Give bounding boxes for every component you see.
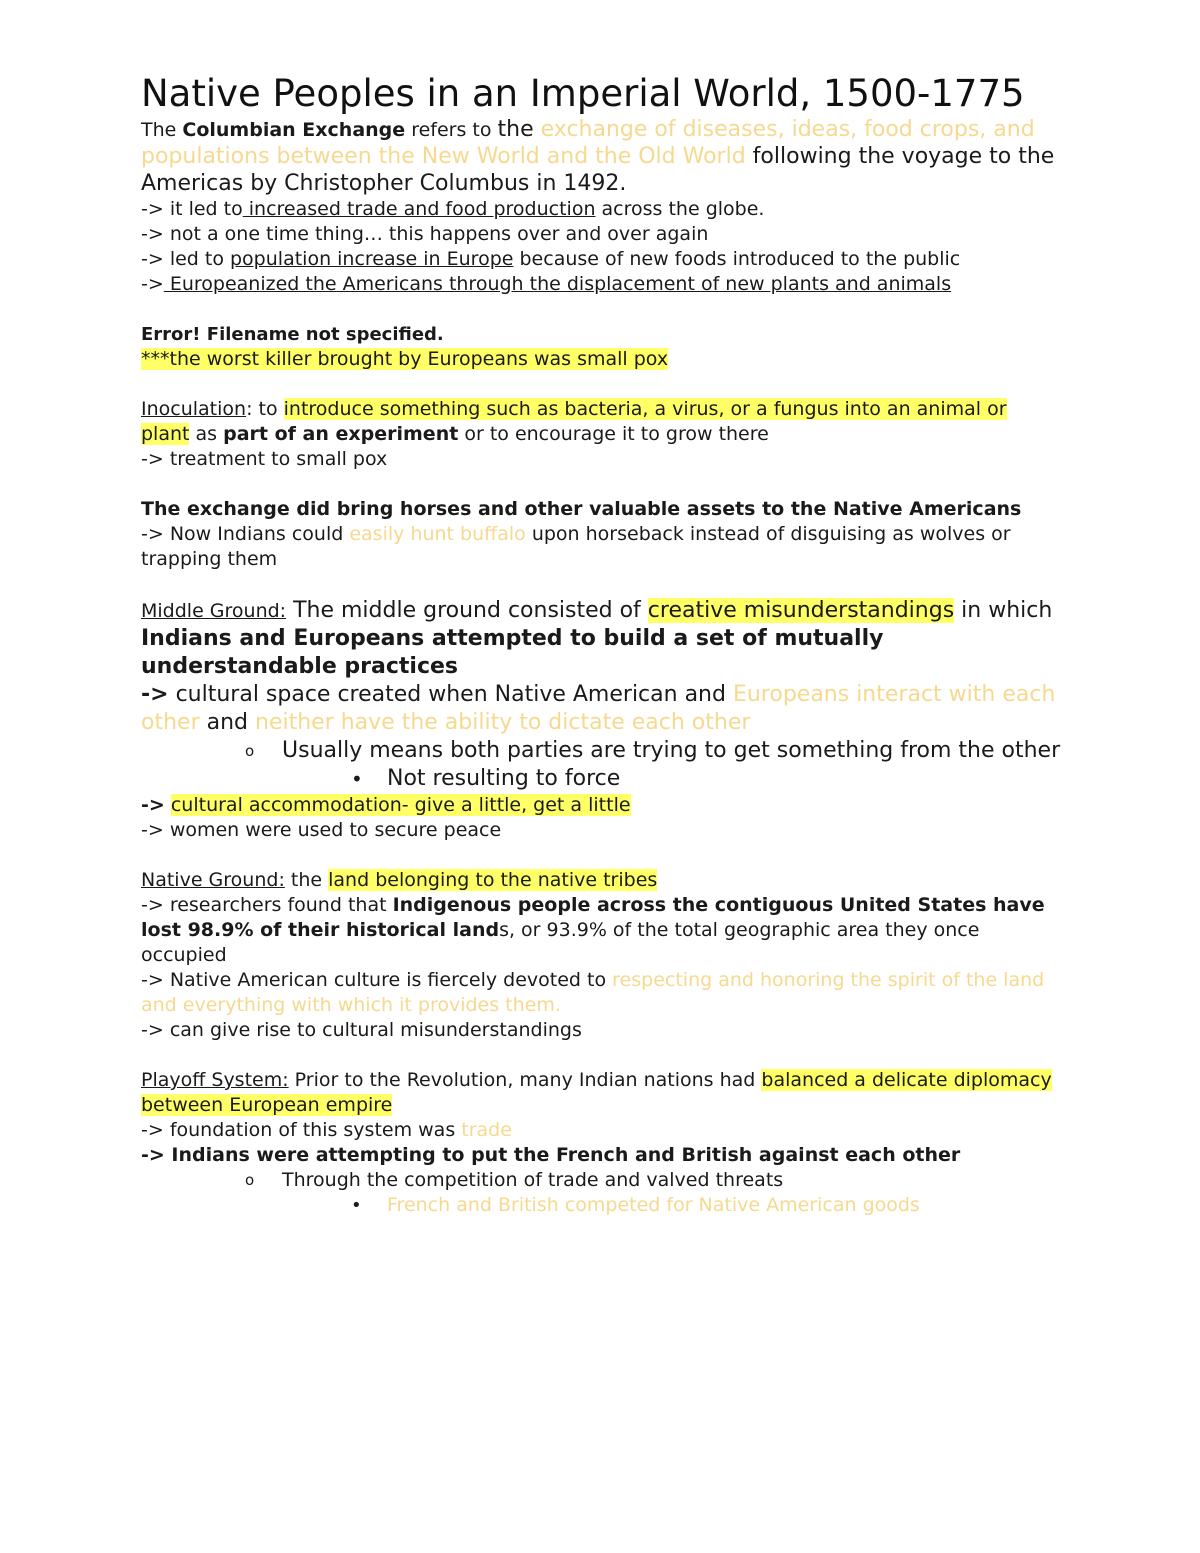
bold-text: Indians were attempting to put the French and British against each other <box>164 1144 961 1166</box>
playoff-subpoint <box>141 1168 1061 1193</box>
text-span: -> Now Indians could <box>141 523 350 545</box>
text-span: as <box>189 423 224 445</box>
underlined-text: population increase in Europe <box>230 248 514 270</box>
playoff-system-definition <box>141 1068 1061 1118</box>
document-body <box>141 72 1061 1218</box>
text-span: : to <box>246 398 284 420</box>
text-span: and <box>199 710 255 735</box>
text-span: s, or 93.9% of the total geographic area they once occupied <box>141 919 980 966</box>
text-span: The <box>141 119 183 141</box>
text-span: across the globe. <box>595 198 765 220</box>
middle-ground-point-3: -> women were used to secure peace <box>141 819 502 841</box>
middle-ground-point-2 <box>141 793 1061 818</box>
columbian-exchange-term: Columbian Exchange <box>182 119 406 141</box>
inoculation-term: Inoculation <box>141 398 247 420</box>
faded-text: neither have the ability to dictate each other <box>255 710 751 735</box>
circle-bullet-icon: o <box>245 1171 255 1189</box>
spacer <box>141 843 1061 868</box>
highlighted-text: cultural accommodation- give a little, get a little <box>170 794 631 816</box>
columbian-definition-faded: exchange of diseases, ideas, food crops, and populations between the New World and the Old World <box>141 117 1035 169</box>
circle-bullet-icon: o <box>245 742 255 760</box>
text-span: The middle ground consisted of <box>286 598 648 623</box>
text-span: -> led to <box>141 248 230 270</box>
columbian-definition <box>141 116 1061 197</box>
spacer <box>141 372 1061 397</box>
text-span: Not resulting to force <box>387 766 621 791</box>
middle-ground-subsubpoint <box>141 765 1061 793</box>
text-span: upon horseback instead of disguising as wolves or trapping them <box>141 523 1011 570</box>
native-ground-point-1 <box>141 893 1061 968</box>
middle-ground-subpoint <box>141 737 1061 765</box>
faded-text: French and British competed for Native American goods <box>387 1194 920 1216</box>
middle-ground-point-1 <box>141 681 1061 737</box>
columbian-point-1 <box>141 197 1061 222</box>
middle-ground-definition <box>141 597 1061 681</box>
text-span: in which <box>954 598 1053 623</box>
text-span: the <box>497 117 541 142</box>
underlined-text: increased trade and food production <box>242 198 596 220</box>
bullet-icon: • <box>351 767 363 791</box>
spacer <box>141 1043 1061 1068</box>
faded-text: Europeans interact with each other <box>141 682 1056 735</box>
faded-text: trade <box>461 1119 512 1141</box>
playoff-point-1 <box>141 1118 1061 1143</box>
columbian-point-2: -> not a one time thing… this happens over and over again <box>141 223 709 245</box>
text-span: -> it led to <box>141 198 243 220</box>
text-span: Through the competition of trade and valved threats <box>282 1169 784 1191</box>
playoff-system-term: Playoff System: <box>141 1069 289 1091</box>
columbian-point-4 <box>141 272 1061 297</box>
smallpox-note <box>141 347 1061 372</box>
highlighted-text: ***the worst killer brought by Europeans was small pox <box>141 348 669 370</box>
error-message: Error! Filename not specified. <box>141 324 444 345</box>
bold-text: Indians and Europeans attempted to build a set of mutually understandable practices <box>141 626 884 679</box>
bold-text: Indigenous people across the contiguous United States have lost 98.9% of their historical land <box>141 894 1045 941</box>
spacer <box>141 472 1061 497</box>
highlighted-text: balanced a delicate diplomacy between European empire <box>141 1069 1052 1116</box>
arrow-marker: -> <box>141 1144 165 1166</box>
text-span: -> <box>141 273 164 295</box>
bullet-icon: • <box>351 1195 362 1216</box>
highlighted-text: land belonging to the native tribes <box>328 869 658 891</box>
spacer <box>141 572 1061 597</box>
inoculation-definition <box>141 397 1061 447</box>
text-span: -> researchers found that <box>141 894 393 916</box>
text-span: -> foundation of this system was <box>141 1119 462 1141</box>
bold-text: part of an experiment <box>223 423 459 445</box>
highlighted-text: creative misunderstandings <box>647 598 955 623</box>
inoculation-point-1: -> treatment to small pox <box>141 448 388 470</box>
text-span: or to encourage it to grow there <box>458 423 769 445</box>
playoff-point-2 <box>141 1143 1061 1168</box>
arrow-marker: -> <box>141 682 169 707</box>
exchange-heading: The exchange did bring horses and other valuable assets to the Native Americans <box>141 498 1022 520</box>
page-title: Native Peoples in an Imperial World, 1500-1775 <box>141 72 1025 115</box>
underlined-text: Europeanized the Americans through the displacement of new plants and animals <box>163 273 952 295</box>
faded-text: respecting and honoring the spirit of the land and everything with which it provides them. <box>141 969 1045 1016</box>
text-span: following the voyage to the Americas by Christopher Columbus in 1492. <box>141 144 1055 196</box>
highlighted-text: introduce something such as bacteria, a virus, or a fungus into an animal or plant <box>141 398 1007 445</box>
text-span: refers to <box>405 119 498 141</box>
faded-text: easily hunt buffalo <box>349 523 526 545</box>
native-ground-term: Native Ground: <box>141 869 285 891</box>
arrow-marker: -> <box>141 794 165 816</box>
native-ground-point-2 <box>141 968 1061 1018</box>
columbian-point-3 <box>141 247 1061 272</box>
middle-ground-term: Middle Ground: <box>141 600 287 622</box>
native-ground-definition <box>141 868 1061 893</box>
exchange-point-1 <box>141 522 1061 572</box>
spacer <box>141 297 1061 322</box>
text-span: Prior to the Revolution, many Indian nations had <box>288 1069 762 1091</box>
text-span: because of new foods introduced to the public <box>513 248 961 270</box>
text-span: cultural space created when Native American and <box>168 682 733 707</box>
native-ground-point-3: -> can give rise to cultural misunderstandings <box>141 1019 582 1041</box>
playoff-subsubpoint <box>141 1193 1061 1218</box>
text-span: -> Native American culture is fiercely devoted to <box>141 969 613 991</box>
text-span: Usually means both parties are trying to get something from the other <box>282 738 1061 763</box>
text-span: the <box>284 869 329 891</box>
